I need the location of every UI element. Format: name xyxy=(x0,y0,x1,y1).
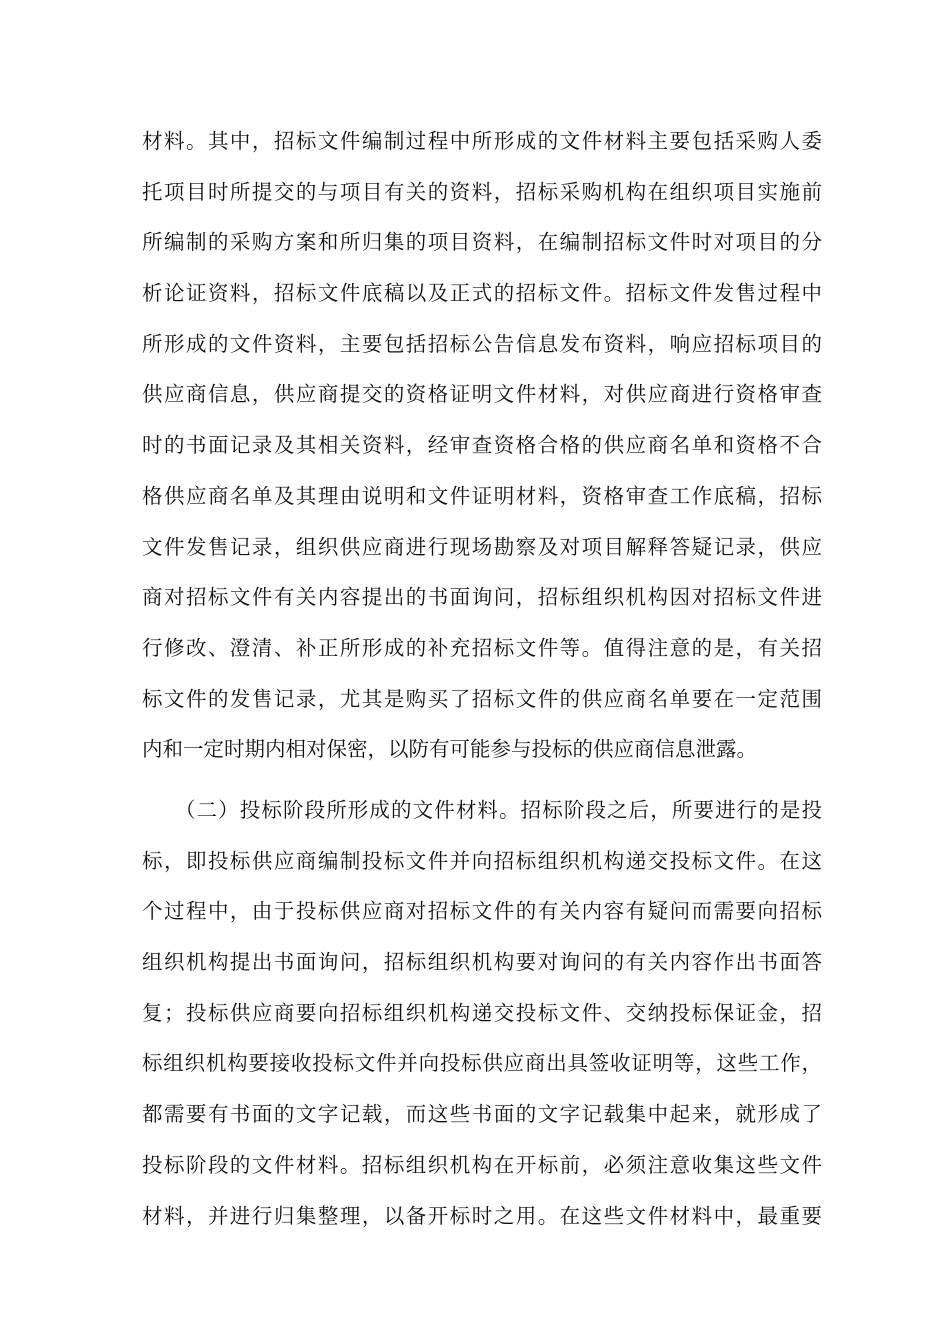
text-line: 标文件的发售记录，尤其是购买了招标文件的供应商名单要在一定范围 xyxy=(142,686,822,711)
paragraph-bidding-stage xyxy=(142,785,822,1241)
paragraph-bid-documents xyxy=(142,116,822,775)
text-line: 材料，并进行归集整理，以备开标时之用。在这些文件材料中，最重要 xyxy=(142,1203,822,1228)
text-line: 标组织机构要接收投标文件并向投标供应商出具签收证明等，这些工作， xyxy=(142,1051,822,1076)
text-line: 都需要有书面的文字记载，而这些书面的文字记载集中起来，就形成了 xyxy=(142,1102,822,1127)
text-line: 材料。其中，招标文件编制过程中所形成的文件材料主要包括采购人委 xyxy=(142,129,822,153)
text-line: 所编制的采购方案和所归集的项目资料，在编制招标文件时对项目的分 xyxy=(142,230,822,255)
text-line: 析论证资料，招标文件底稿以及正式的招标文件。招标文件发售过程中 xyxy=(142,281,822,306)
text-line: 托项目时所提交的与项目有关的资料，招标采购机构在组织项目实施前 xyxy=(142,179,822,204)
text-line: 时的书面记录及其相关资料，经审查资格合格的供应商名单和资格不合 xyxy=(142,433,822,458)
text-line: （二）投标阶段所形成的文件材料。招标阶段之后，所要进行的是投 xyxy=(142,798,822,822)
text-line: 复；投标供应商要向招标组织机构递交投标文件、交纳投标保证金，招 xyxy=(142,1000,822,1025)
text-line: 组织机构提出书面询问，招标组织机构要对询问的有关内容作出书面答 xyxy=(142,950,822,975)
text-line: 文件发售记录，组织供应商进行现场勘察及对项目解释答疑记录，供应 xyxy=(142,534,822,559)
text-line: 格供应商名单及其理由说明和文件证明材料，资格审查工作底稿，招标 xyxy=(142,483,822,508)
text-line: 内和一定时期内相对保密，以防有可能参与投标的供应商信息泄露。 xyxy=(142,737,757,762)
text-line: 个过程中，由于投标供应商对招标文件的有关内容有疑问而需要向招标 xyxy=(142,899,822,924)
text-line: 行修改、澄清、补正所形成的补充招标文件等。值得注意的是，有关招 xyxy=(142,635,822,660)
text-line: 标，即投标供应商编制投标文件并向招标组织机构递交投标文件。在这 xyxy=(142,848,822,873)
text-line: 供应商信息，供应商提交的资格证明文件材料，对供应商进行资格审查 xyxy=(142,382,822,407)
text-line: 所形成的文件资料，主要包括招标公告信息发布资料，响应招标项目的 xyxy=(142,331,822,356)
text-line: 投标阶段的文件材料。招标组织机构在开标前，必须注意收集这些文件 xyxy=(142,1152,822,1177)
text-line: 商对招标文件有关内容提出的书面询问，招标组织机构因对招标文件进 xyxy=(142,585,822,610)
